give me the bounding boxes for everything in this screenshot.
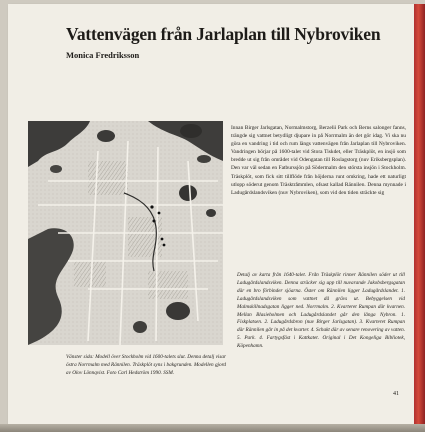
page-number: 41 xyxy=(393,391,399,397)
book-spine-edge xyxy=(414,4,425,424)
page-bottom-edge xyxy=(0,424,425,432)
model-caption: Vänster sida: Modell över Stockholm vid 1600-talets slut. Denna detalj visar östra Norrmalm med Rännilen. Träskplöt syns i bakgrunden. Modellen gjord av Olov Lönnqvist. Foto Carl Hedström 1990. SSM. xyxy=(66,354,226,376)
map-drawing xyxy=(28,121,223,345)
article-title: Vattenvägen från Jarlaplan till Nybroviken xyxy=(66,24,381,44)
historical-map-image xyxy=(28,121,223,345)
map-caption: Detalj av karta från 1640-talet. Från Träskplöt rinner Rännilen söder ut till Ladugårdslandsviken. Denna sträcker sig upp till nuvarande Jakobsbergsgatan där en bro förbinder sjöarna. Öster om Rännilen ligger Ladugårdslandet. 1. Ladugårdslandsviken som vattnet då grävs ut. Bebyggelsen vid Malmskillnadsgatan ligger ned. Norrmalm. 2. Kvarteret Rumpan där kvarnen. Mellan Blasieholmen och Ladugårdslandet går den långa Nybron. 1. Fiskplatsen. 2. Ladugårdsbron (nuv Birger Jarlsgatan). 3. Kvarteret Rumpan där Rännilen går in på det kvarter. 4. Schakt där av senare renovering av vatten. 5. Park. 4. Fartygsfäst i Kattkatet. Original i Det Kongeliga Bibliotek, Köpenhamn. xyxy=(237,272,405,350)
book-page xyxy=(8,4,414,424)
article-body-text: Innan Birger Jarlsgatan, Normalmstorg, Berzelii Park och Berns salonger fanns, trängde sig vattnet betydligt djupare in på Norrmalm än det gör idag. Vi ska nu göra en vandring i tid och rum längs vattenvägen från Jarlaplan till Nybroviken. Vandringen börjar på 1600-talet vid Stora Tiskdet, eller Träskplöt, en insjö som bredde ut sig från området vid Odengatan till Roslagstorg (nuv Eriksbergsplan). Den var väl sedan en Fatburssjön på Södermalm den största insjön i Stockholm. Träskplöt, som fick sitt tillflöde från höjderna runt omkring, hade ett naturligt utlopp söderut genom Träsktråmmlen, ofsast kallad Rännilen. Denna mynnade i Ladugårdslandsviken (nuv Nybroviken), som vid den tiden sträckte sig xyxy=(231,125,406,196)
article-author: Monica Fredriksson xyxy=(66,50,140,60)
